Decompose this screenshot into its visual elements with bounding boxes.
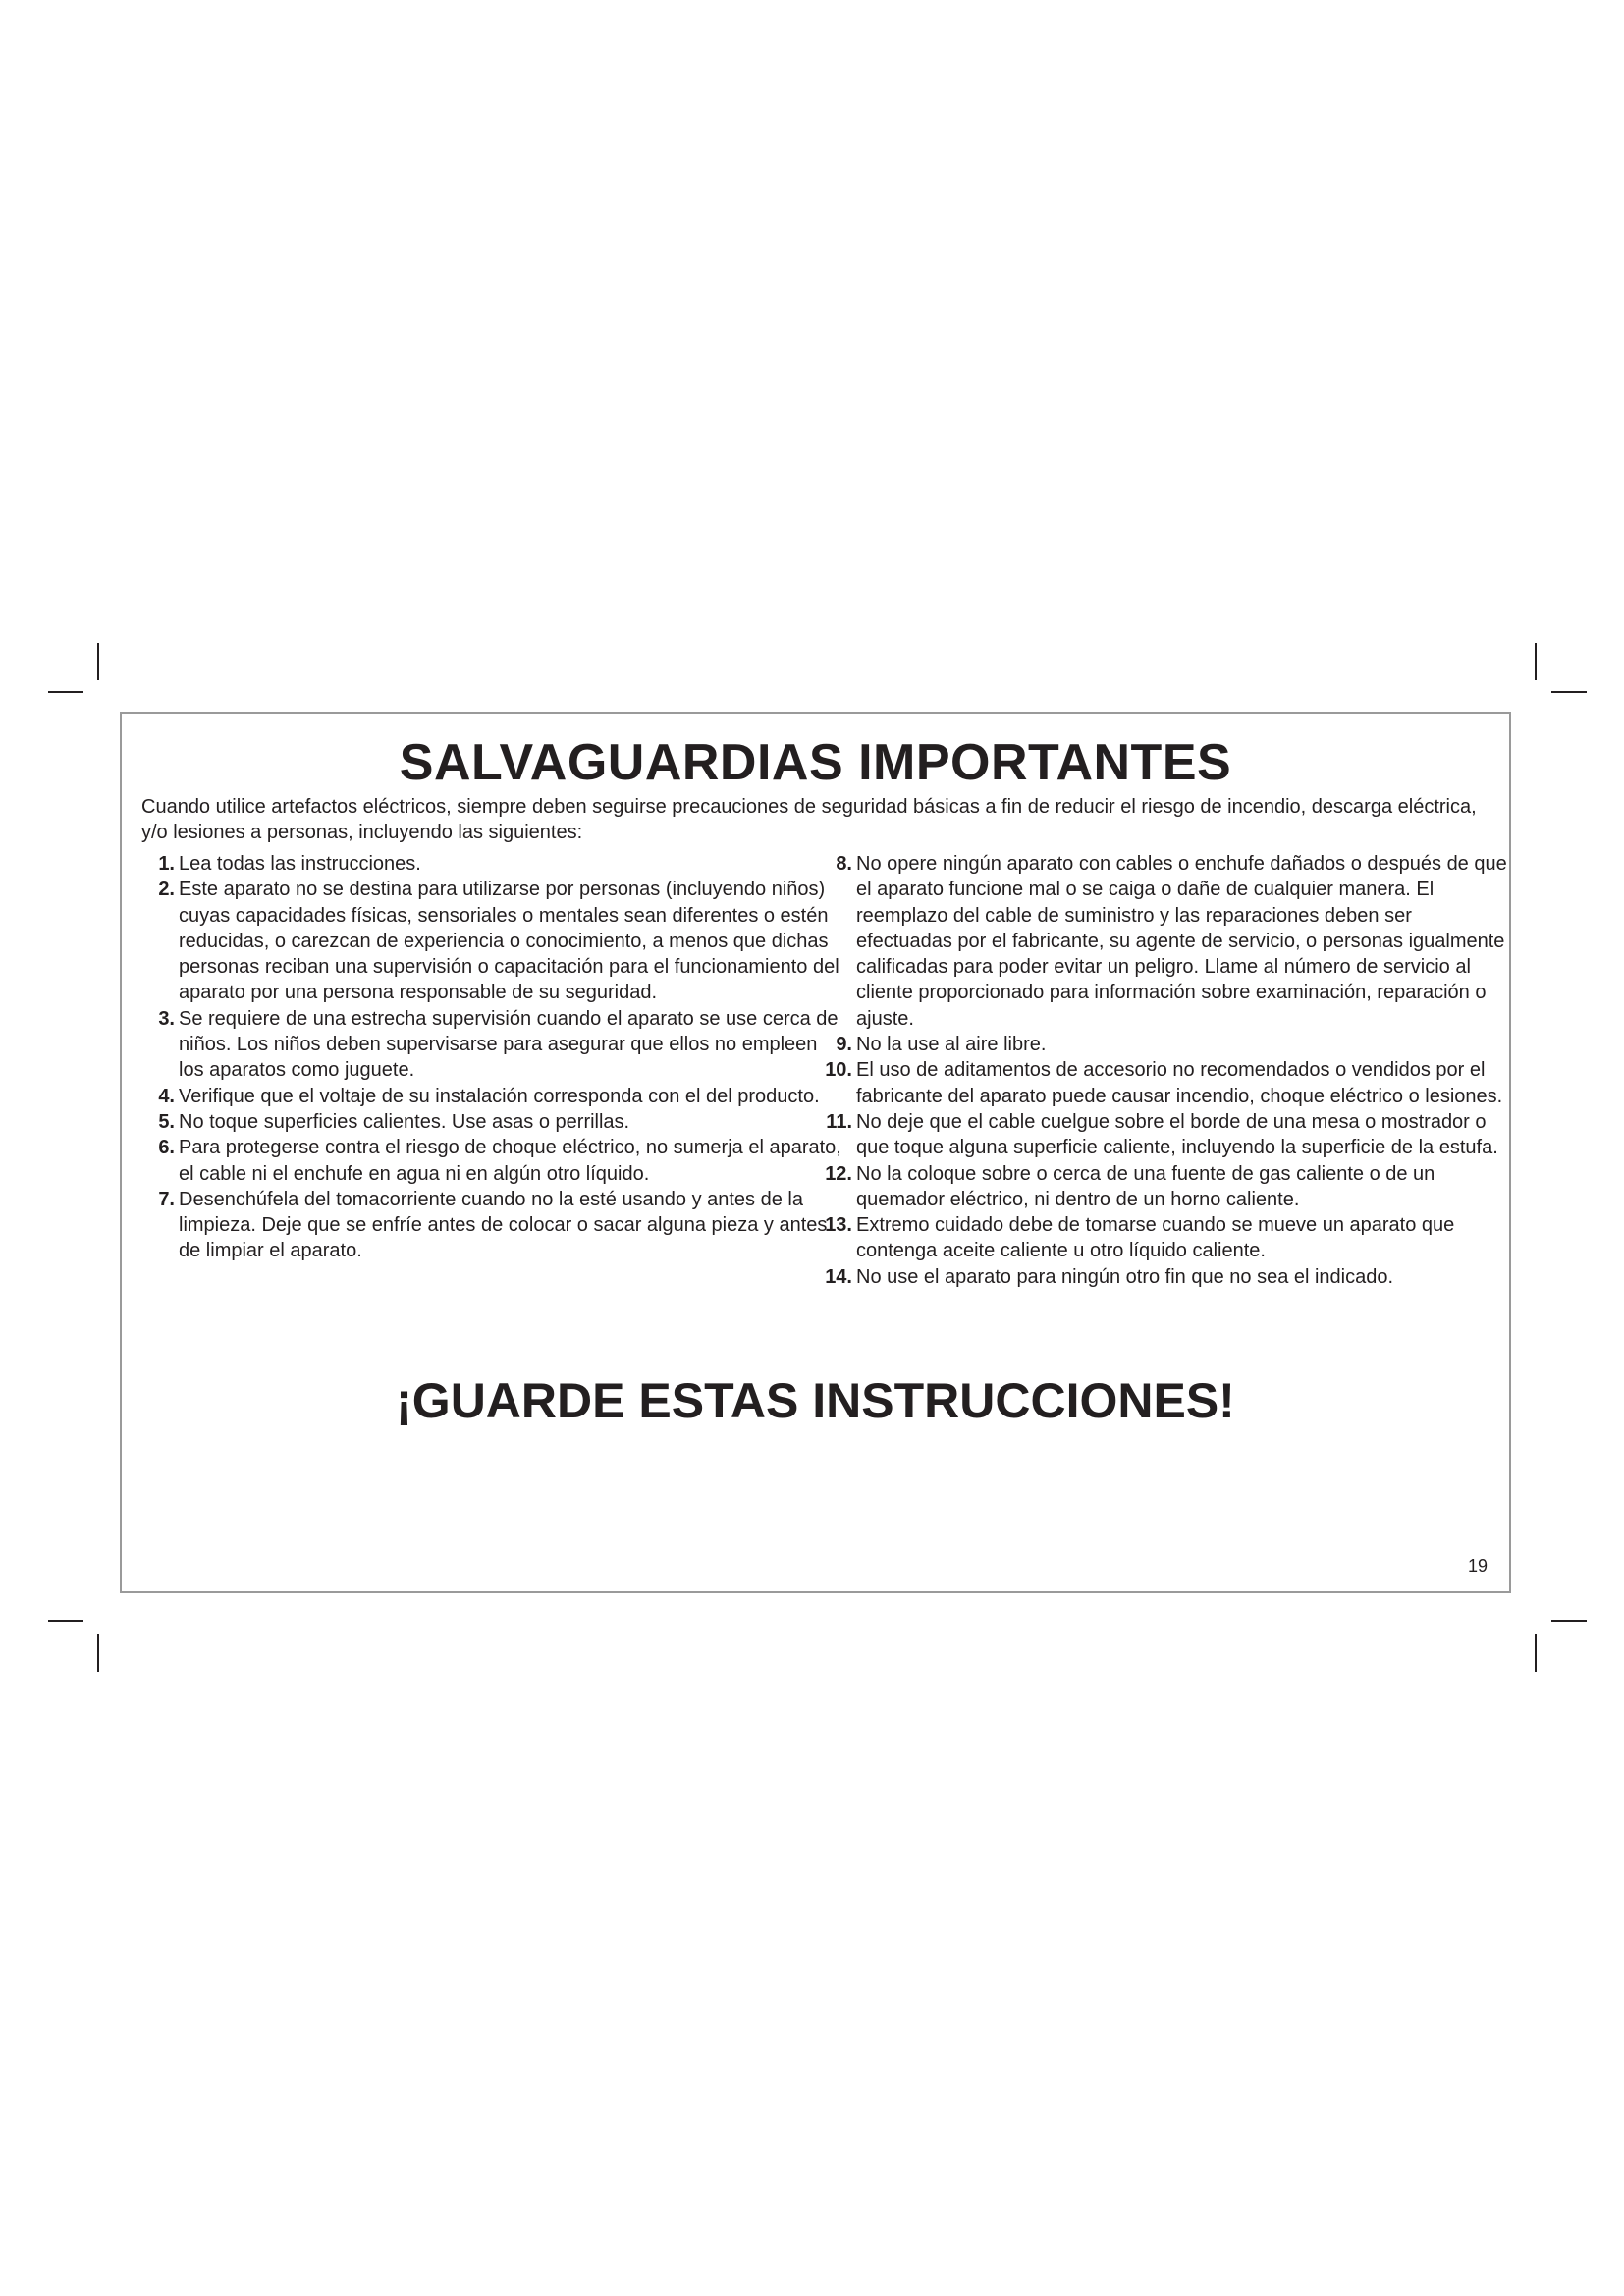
list-item	[821, 1161, 1508, 1213]
list-item	[821, 1264, 1508, 1290]
list-item-number: 2.	[158, 879, 175, 901]
list-item-text: Verifique que el voltaje de su instalación corresponda con el del producto.	[179, 1085, 820, 1107]
list-item-text: El uso de aditamentos de accesorio no recomendados o vendidos por el fabricante del aparato puede causar incendio, choque eléctrico o lesiones.	[856, 1059, 1503, 1107]
list-item	[821, 1109, 1508, 1161]
list-item-text: Este aparato no se destina para utilizarse por personas (incluyendo niños) cuyas capacidades físicas, sensoriales o mentales sean diferentes o estén reducidas, o carezcan de experiencia o conocimiento, a menos que dichas personas reciban una supervisión o capacitación para el funcionamiento del aparato por una persona responsable de su seguridad.	[179, 879, 839, 1004]
crop-mark-bottom-right-horizontal	[1551, 1620, 1587, 1622]
list-item-number: 9.	[836, 1034, 852, 1056]
crop-mark-bottom-right-vertical	[1535, 1634, 1537, 1672]
list-item-number: 14.	[825, 1265, 852, 1288]
list-item-text: Extremo cuidado debe de tomarse cuando se mueve un aparato que contenga aceite caliente u otro líquido caliente.	[856, 1214, 1455, 1262]
safeguards-list-left	[143, 851, 846, 1264]
list-item	[143, 1084, 846, 1109]
list-item-number: 10.	[825, 1059, 852, 1082]
save-instructions-heading: ¡GUARDE ESTAS INSTRUCCIONES!	[396, 1373, 1235, 1428]
crop-mark-bottom-left-horizontal	[48, 1620, 83, 1622]
list-item	[143, 1006, 846, 1084]
list-item	[821, 1032, 1508, 1057]
crop-mark-bottom-left-vertical	[97, 1634, 99, 1672]
intro-paragraph: Cuando utilice artefactos eléctricos, siempre deben seguirse precauciones de seguridad básicas a fin de reducir el riesgo de incendio, descarga eléctrica, y/o lesiones a personas, incluyendo las siguientes:	[141, 796, 1477, 843]
list-item	[143, 877, 846, 1005]
list-item	[143, 1135, 846, 1187]
list-item	[143, 1109, 846, 1135]
list-item	[143, 1187, 846, 1264]
list-item-number: 8.	[836, 853, 852, 875]
crop-mark-top-right-horizontal	[1551, 691, 1587, 693]
list-item-text: Se requiere de una estrecha supervisión cuando el aparato se use cerca de niños. Los niños deben supervisarse para asegurar que ellos no empleen los aparatos como juguete.	[179, 1007, 839, 1082]
page-number: 19	[1467, 1556, 1488, 1575]
list-item-text: No use el aparato para ningún otro fin que no sea el indicado.	[856, 1265, 1394, 1288]
list-item-text: Desenchúfela del tomacorriente cuando no la esté usando y antes de la limpieza. Deje que se enfríe antes de colocar o sacar alguna pieza y antes de limpiar el aparato.	[179, 1188, 828, 1262]
list-item	[143, 851, 846, 877]
list-item-text: No deje que el cable cuelgue sobre el borde de una mesa o mostrador o que toque alguna superficie caliente, incluyendo la superficie de la estufa.	[856, 1110, 1498, 1159]
list-item-text: No la use al aire libre.	[856, 1034, 1047, 1056]
list-item-number: 7.	[158, 1188, 175, 1210]
page-title: SALVAGUARDIAS IMPORTANTES	[399, 734, 1232, 791]
list-item	[821, 1212, 1508, 1264]
list-item	[821, 1057, 1508, 1109]
list-item-text: No toque superficies calientes. Use asas o perrillas.	[179, 1110, 630, 1133]
list-item-number: 12.	[825, 1162, 852, 1185]
list-item-text: Lea todas las instrucciones.	[179, 853, 421, 875]
list-item-number: 1.	[158, 853, 175, 875]
crop-mark-top-left-vertical	[97, 643, 99, 680]
safeguards-panel	[120, 712, 1511, 1593]
list-item-text: No la coloque sobre o cerca de una fuente de gas caliente o de un quemador eléctrico, ni dentro de un horno caliente.	[856, 1162, 1435, 1210]
list-item-number: 5.	[158, 1110, 175, 1133]
crop-mark-top-right-vertical	[1535, 643, 1537, 680]
list-item-text: Para protegerse contra el riesgo de choque eléctrico, no sumerja el aparato, el cable ni el enchufe en agua ni en algún otro líquido.	[179, 1137, 841, 1185]
list-item-number: 4.	[158, 1085, 175, 1107]
list-item-number: 6.	[158, 1137, 175, 1159]
list-item-number: 3.	[158, 1007, 175, 1030]
list-item-text: No opere ningún aparato con cables o enchufe dañados o después de que el aparato funcione mal o se caiga o dañe de cualquier manera. El reemplazo del cable de suministro y las reparaciones deben ser efectuadas por el fabricante, su agente de servicio, o personas igualmente calificadas para poder evitar un peligro. Llame al número de servicio al cliente proporcionado para información sobre examinación, reparación o ajuste.	[856, 853, 1507, 1030]
crop-mark-top-left-horizontal	[48, 691, 83, 693]
safeguards-list-right	[821, 851, 1508, 1290]
list-item	[821, 851, 1508, 1032]
list-item-number: 13.	[825, 1214, 852, 1237]
list-item-number: 11.	[826, 1110, 852, 1133]
